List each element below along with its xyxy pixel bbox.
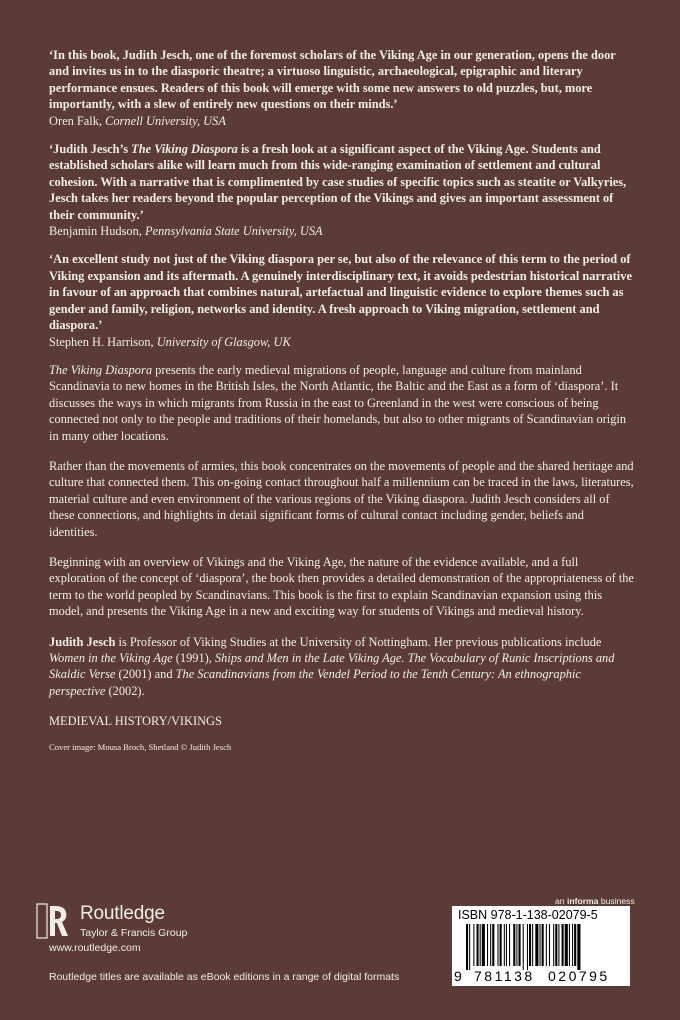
bio-text: (1991),: [172, 651, 215, 665]
barcode-bar: [558, 924, 559, 966]
informa-text: business: [598, 896, 635, 906]
review-quote-end: is a fresh look at a significant aspect of the Viking Age. Students and established scholars alike will learn much from this wide-ranging examination of settlement and cultural cohesion. With a narrative that is complimented by case studies of specific topics such as steatite or Valkyries, Jesch takes her readers beyond the popular perception of the Vikings and gives an important assessment of their community.’: [49, 142, 627, 222]
bio-book-title: The Scandinavians from the Vendel Period to the Tenth Century: An ethnographic perspective: [49, 667, 581, 698]
description-paragraph-2: Rather than the movements of armies, this book concentrates on the movements of people and the shared heritage and culture that connected them. This on-going contact throughout half a millennium can be traced in the laws, literatures, material culture and even environment of the various regions of the Viking diaspora. Judith Jesch considers all of these connections, and highlights in detail significant forms of cultural contact including gender, beliefs and identities.: [49, 458, 634, 539]
barcode-digit-group-1: 781138: [474, 968, 535, 984]
review-harrison: [49, 251, 635, 349]
informa-text: an: [555, 896, 567, 906]
barcode-bar: [519, 924, 521, 966]
bio-book-title: Ships and Men in the Late Viking Age. The Vocabulary of Runic Inscriptions and Skaldic Verse: [49, 651, 615, 682]
bio-book-title: Women in the Viking Age: [49, 651, 173, 665]
reviewer-affiliation: Pennsylvania State University, USA: [145, 224, 323, 239]
barcode-bar: [572, 924, 573, 966]
barcode-bar: [492, 924, 494, 966]
barcode-bar: [466, 924, 468, 970]
ebook-note: Routledge titles are available as eBook editions in a range of digital formats: [49, 971, 400, 983]
barcode-bar: [562, 924, 564, 966]
barcode-bar: [529, 924, 531, 966]
author-bio: [49, 634, 635, 700]
publisher-logo: [36, 903, 236, 943]
description-paragraph-3: Beginning with an overview of Vikings and the Viking Age, the nature of the evidence available, and a full exploration of the concept of ‘diaspora’, the book then provides a detailed demonstration of the appropriateness of the term to the world peopled by Scandinavians. This book is the first to explain Scandinavian expansion using this model, and presents the Viking Age in a new and exciting way for students of Vikings and medieval history.: [49, 554, 634, 619]
routledge-logo-icon: [36, 903, 72, 939]
barcode-bar: [565, 924, 568, 966]
review-quote-title: The Viking Diaspora: [131, 142, 238, 157]
subject-category: MEDIEVAL HISTORY/VIKINGS: [49, 714, 222, 729]
barcode-bar: [509, 924, 510, 966]
barcode-bar: [490, 924, 491, 966]
barcode-bar: [569, 924, 570, 966]
informa-brand: informa: [566, 896, 599, 906]
barcode-bar: [482, 924, 485, 966]
barcode-bar: [542, 924, 544, 966]
review-quote-start: ‘Judith Jesch’s: [49, 142, 132, 157]
review-hudson: [49, 141, 635, 239]
barcode-bar: [527, 924, 528, 970]
barcode-digit-first: 9: [454, 968, 465, 984]
barcode-bar: [500, 924, 502, 966]
publisher-group: Taylor & Francis Group: [80, 927, 188, 939]
barcode-bar: [553, 924, 554, 966]
bio-text: (2002).: [105, 683, 145, 698]
bio-text: is Professor of Viking Studies at the University of Nottingham. Her previous publications include: [115, 634, 602, 649]
review-quote: ‘An excellent study not just of the Viking diaspora per se, but also of the relevance of this term to the period of Viking expansion and its aftermath. A genuinely interdisciplinary text, it avoids pedestrian historical narrative in favour of an approach that combines natural, artefactual and linguistic evidence to explore themes such as gender and family, religion, networks and identity. A fresh approach to Viking migration, settlement and diaspora.’: [49, 252, 632, 333]
barcode-bar: [540, 924, 541, 966]
barcode-bar: [535, 924, 538, 966]
reviewer-affiliation: Cornell University, USA: [105, 113, 226, 128]
barcode-bar: [577, 924, 580, 970]
reviewer-name: Benjamin Hudson,: [49, 224, 146, 239]
barcode-bar: [480, 924, 481, 966]
barcode-bar: [516, 924, 517, 966]
book-title: The Viking Diaspora: [49, 362, 153, 377]
cover-credit: Cover image: Mousa Broch, Shetland © Judith Jesch: [49, 741, 232, 752]
barcode-bar: [523, 924, 524, 970]
bio-text: (2001) and: [115, 667, 176, 682]
isbn-barcode: [452, 906, 630, 986]
publisher-website: www.routledge.com: [49, 942, 141, 954]
description-paragraph-1: [49, 362, 635, 444]
publisher-name: Routledge: [80, 903, 165, 924]
barcode-bar: [498, 924, 499, 966]
barcode-bar: [513, 924, 515, 966]
barcode-digit-group-2: 020795: [548, 968, 610, 984]
barcode-bar: [477, 924, 479, 966]
author-name: Judith Jesch: [49, 634, 116, 649]
barcode-bar: [469, 924, 470, 970]
description-text: presents the early medieval migrations of people, language and culture from mainland Scandinavia to new homes in the British Isles, the North Atlantic, the Baltic and the East as a form of ‘diaspora’. It discusses the ways in which migrants from Russia in the east to Greenland in the west were conscious of being connected not only to the people and traditions of their homelands, but also to other migrants of Scandinavian origin in many other locations.: [49, 362, 627, 443]
review-quote: ‘In this book, Judith Jesch, one of the foremost scholars of the Viking Age in our generation, opens the door and invites us in to the diasporic theatre; a virtuoso linguistic, archaeological, epigraphic and literary performance ensues. Readers of this book will emerge with some new answers to old puzzles, but, more importantly, with a slew of entirely new questions on their minds.’: [49, 48, 616, 112]
review-quote: [49, 142, 626, 222]
reviewer-name: Stephen H. Harrison,: [49, 334, 157, 349]
barcode-bar: [555, 924, 557, 966]
barcode-bar: [504, 924, 505, 966]
isbn-number: ISBN 978-1-138-02079-5: [458, 908, 598, 922]
informa-business-tag: [555, 896, 635, 906]
barcode-bars: [466, 924, 626, 970]
back-cover-text: [49, 47, 635, 753]
reviewer-affiliation: University of Glasgow, UK: [156, 334, 291, 349]
barcode-bar: [574, 924, 576, 966]
barcode-bar: [549, 924, 550, 966]
review-falk: [49, 47, 635, 129]
barcode-bar: [532, 924, 533, 966]
barcode-bar: [546, 924, 547, 966]
reviewer-name: Oren Falk,: [49, 113, 106, 128]
barcode-bar: [473, 924, 474, 966]
barcode-bar: [506, 924, 507, 966]
barcode-bar: [487, 924, 488, 966]
